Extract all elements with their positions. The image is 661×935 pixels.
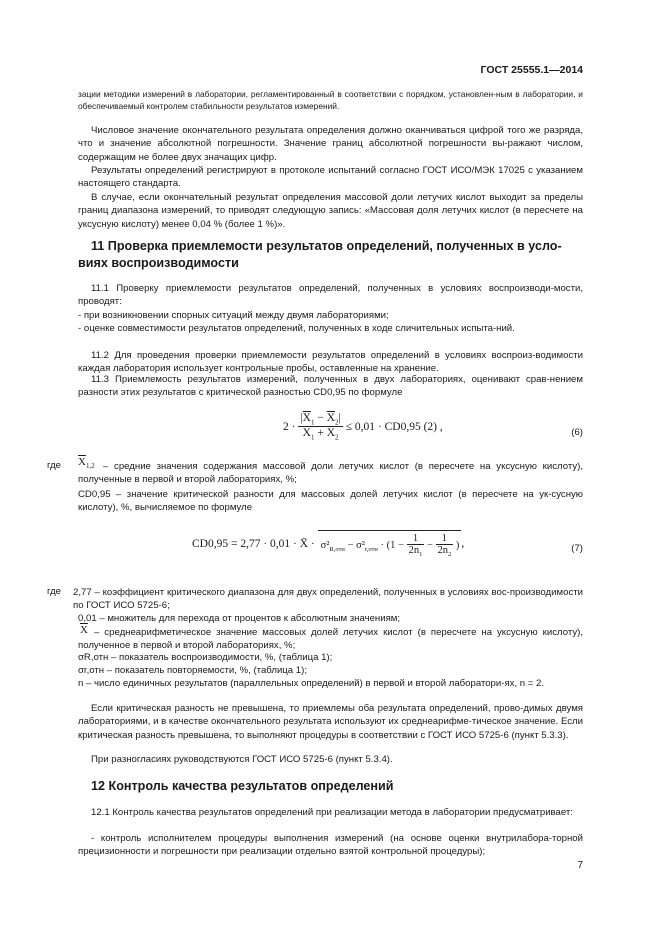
bullet-control: - контроль исполнителем процедуры выполнения измерений (на основе оценки внутрилабора-торной прецизионности и погрешности при реализации отдельно взятой контрольной процедуры); [78,833,583,858]
x12-symbol: $\overline{X}_{1,2}$ [78,456,95,471]
definition-sigma-r: σr,отн – показатель повторяемости, %, (таблица 1); [78,665,307,676]
paragraph-disagreements: При разногласиях руководствуются ГОСТ ИСО 5725-6 (пункт 5.3.4). [91,754,393,765]
paragraph-continuation: зации методики измерений в лаборатории, регламентированный в соответствии с порядком, установлен-ным в лаборатории, и обеспечиваемый контролем стабильности результатов измерений. [78,89,583,111]
where-label-2: где [47,586,62,597]
formula-6: 2 · $\frac{|\overline{X}_1 - \overline{X}_2|}{\overline{X}_1 + \overline{X}_2}$ ≤ 0,01 · CD0,95 (2) , [283,412,443,442]
xbar-symbol: $\overline{X}$ [80,624,88,636]
definition-xbar: – среднеарифметическое значение массовых долей летучих кислот (в пересчете на уксусную кислоту), полученное в первой и второй лабораториях, %; [78,627,583,652]
formula-7-lhs: CD0,95 = 2,77 · 0,01 · X̄ · [192,538,315,551]
section-11-heading: 11 Проверка приемлемости результатов определений, полученных в усло-виях воспроизводимости [78,239,562,270]
formula-6-rhs: ≤ 0,01 · CD0,95 (2) , [345,420,443,433]
definition-n: n – число единичных результатов (параллельных определений) в первой и второй лаборатори-ях, n = 2. [78,678,545,689]
paragraph-result-digits: Числовое значение окончательного результата определения должно оканчиваться цифрой того же разряда, что и значение абсолютной погрешности. Значение границ абсолютной погрешности вы-ражают числом, содержащим не более двух значащих цифр. [78,125,583,163]
paragraph-critical-difference: Если критическая разность не превышена, то приемлемы оба результата определений, прово-димых двумя лабораториями, и в качестве окончательного результата используют их среднеарифме-тическое значение. Если критическая разность превышена, то выполняют процедуры в соответствии с ГОСТ ИСО 5725-6 (пункт 5.3.3). [78,703,583,741]
page-number: 7 [577,860,583,871]
definition-x12: – средние значения содержания массовой доли летучих кислот (в пересчете на уксусную кислоту), полученные в первой и второй лабораториях, %; [78,461,583,486]
formula-7-radical: $\sigma^2_{R,отн} - \sigma^2_{r,отн} \cdot (1$ − $\frac{1}{2n_1}$ − $\frac{1}{2n_2}$ ) [318,530,462,558]
bullet-disputes: - при возникновении спорных ситуаций между двумя лабораториями; [78,310,389,321]
paragraph-11-2: 11.2 Для проведения проверки приемлемости результатов определений в условиях воспроиз-водимости каждая лаборатория использует контрольные пробы, оставленные на хранение. [78,350,583,375]
where-label: где [47,460,62,471]
paragraph-out-of-range: В случае, если окончательный результат определения массовой доли летучих кислот выходит за пределы границ диапазона измерений, то приводят следующую запись: «Массовая доля летучих кислот (в пересчете на уксусную кислоту) менее 0,04 % (более 1 %)». [78,192,583,230]
paragraph-11-1: 11.1 Проверку приемлемости результатов определений, полученных в условиях воспроизводи-мости, проводят: [78,283,583,308]
paragraph-11-3: 11.3 Приемлемость результатов измерений, полученных в двух лабораториях, оценивают срав-нением разности этих результатов с критической разностью CD0,95 по формуле [78,374,583,399]
definition-001: 0,01 – множитель для перехода от процентов к абсолютным значениям; [78,613,401,624]
formula-7: CD0,95 = 2,77 · 0,01 · X̄ · $\sigma^2_{R,отн} - \sigma^2_{r,отн} \cdot (1$ − $\frac{1}{2n_1}$ − $\frac{1}{2n_2}$ ), [192,530,512,558]
standard-code-header: ГОСТ 25555.1—2014 [480,64,583,76]
section-12-heading: 12 Контроль качества результатов определений [91,779,394,793]
equation-number-6: (6) [571,427,583,438]
paragraph-12-1: 12.1 Контроль качества результатов определений при реализации метода в лаборатории предусматривает: [91,807,573,818]
formula-6-fraction: $\frac{|\overline{X}_1 - \overline{X}_2|}{\overline{X}_1 + \overline{X}_2}$ [300,412,341,442]
definition-sigma-R: σR,отн – показатель воспроизводимости, %, (таблица 1); [78,652,333,663]
definition-cd: CD0,95 – значение критической разности для массовых долей летучих кислот (в пересчете на ук-сусную кислоту), %, вычисляемое по формуле [78,489,583,514]
equation-number-7: (7) [571,543,583,554]
bullet-compatibility: - оценке совместимости результатов определений, полученных в ходе сличительных испыта-ний. [78,323,515,334]
paragraph-protocol: Результаты определений регистрируют в протоколе испытаний согласно ГОСТ ИСО/МЭК 17025 с указанием настоящего стандарта. [78,165,583,190]
definition-277: 2,77 – коэффициент критического диапазона для двух определений, полученных в условиях вос-производимости по ГОСТ ИСО 5725-6; [73,587,583,612]
